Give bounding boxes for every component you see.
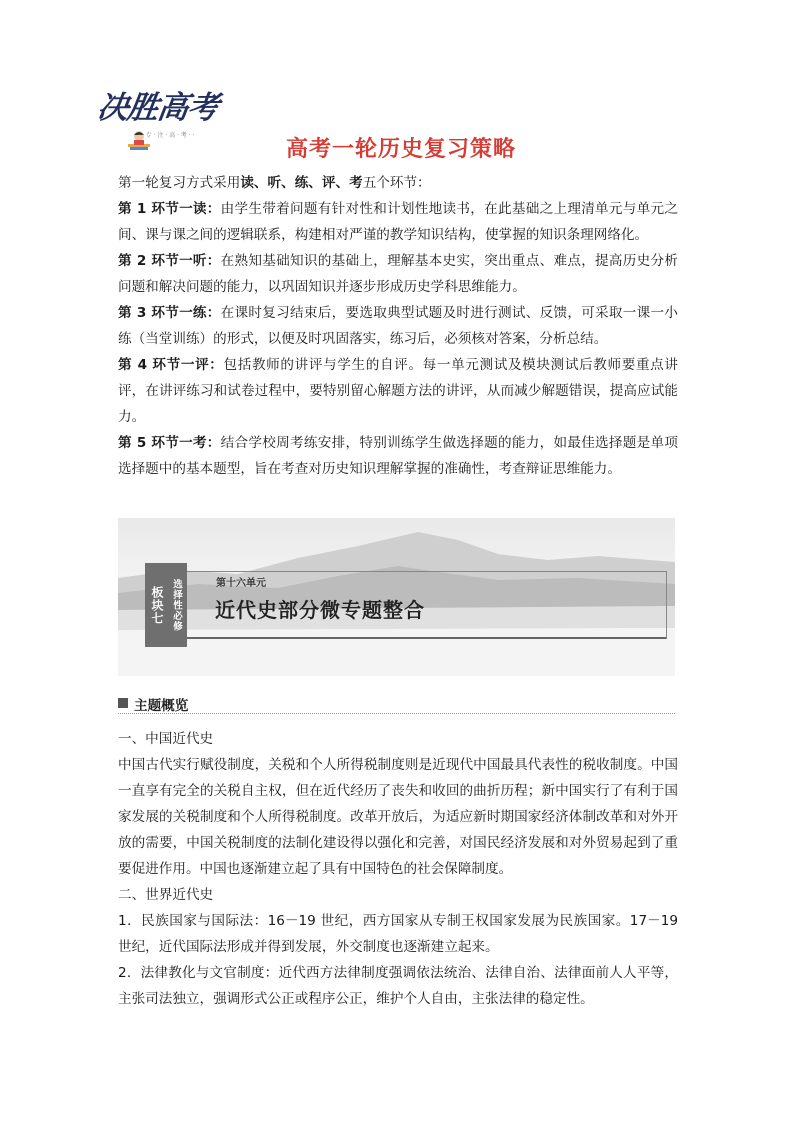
strategy-section [118, 170, 678, 482]
page-title: 高考一轮历史复习策略 [285, 137, 516, 162]
step-1: 第 1 环节一读：由学生带着问题有针对性和计划性地读书，在此基础之上理清单元与单元之间、课与课之间的逻辑联系，构建相对严谨的教学知识结构，使掌握的知识条理网络化。 [118, 201, 678, 243]
section-square-icon [118, 698, 128, 708]
unit-side-rule [666, 571, 667, 639]
paragraph-china: 中国古代实行赋役制度，关税和个人所得税制度则是近现代中国最具代表性的税收制度。中国一直享有完全的关税自主权，但在近代经历了丧失和收回的曲折历程；新中国实行了有利于国家发展的关税制度和个人所得税制度。改革开放后，为适应新时期国家经济体制改革和对外开放的需要，中国关税制度的法制化建设得以强化和完善，对国民经济发展和对外贸易起到了重要促进作用。中国也逐渐建立起了具有中国特色的社会保障制度。 [118, 757, 678, 877]
heading-world: 二、世界近代史 [118, 887, 214, 903]
module-badge [145, 563, 187, 647]
step-4: 第 4 环节一评：包括教师的讲评与学生的自评。每一单元测试及模块测试后教师要重点讲评，在讲评练习和试卷过程中，要特别留心解题方法的讲评，从而减少解题错误，提高应试能力。 [118, 357, 678, 425]
paragraph-world-2: 2．法律教化与文官制度：近代西方法律制度强调依法统治、法律自治、法律面前人人平等，主张司法独立，强调形式公正或程序公正，维护个人自由，主张法律的稳定性。 [118, 965, 678, 1007]
unit-bottom-rule [187, 637, 667, 639]
heading-china: 一、中国近代史 [118, 731, 214, 747]
intro-line: 第一轮复习方式采用读、听、练、评、考五个环节： [118, 175, 431, 191]
badge-main: 板块七 [150, 585, 164, 625]
logo-wordmark: 决胜高考 [94, 90, 221, 126]
logo-tagline: · · 专 · 注 · 高 · 考 · · [138, 132, 195, 139]
section-header [118, 694, 675, 712]
section-label: 主题概览 [134, 698, 189, 714]
badge-sub: 选择性必修 [171, 578, 182, 632]
overview-body [118, 726, 678, 1012]
step-3: 第 3 环节一练：在课时复习结束后，要选取典型试题及时进行测试、反馈，可采取一课一小练（当堂训练）的形式，以便及时巩固落实，练习后，必须核对答案，分析总结。 [118, 305, 678, 347]
paragraph-world-1: 1．民族国家与国际法：16－19 世纪，西方国家从专制王权国家发展为民族国家。17－19 世纪，近代国际法形成并得到发展，外交制度也逐渐建立起来。 [118, 913, 678, 955]
unit-number: 第十六单元 [216, 578, 266, 589]
step-2: 第 2 环节一听：在熟知基础知识的基础上，理解基本史实，突出重点、难点，提高历史分析问题和解决问题的能力，以巩固知识并逐步形成历史学科思维能力。 [118, 253, 678, 295]
unit-top-rule [187, 571, 667, 572]
unit-title: 近代史部分微专题整合 [215, 598, 425, 622]
section-divider [118, 713, 675, 714]
step-5: 第 5 环节一考：结合学校周考练安排，特别训练学生做选择题的能力，如最佳选择题是单项选择题中的基本题型，旨在考查对历史知识理解掌握的准确性，考查辩证思维能力。 [118, 435, 678, 477]
